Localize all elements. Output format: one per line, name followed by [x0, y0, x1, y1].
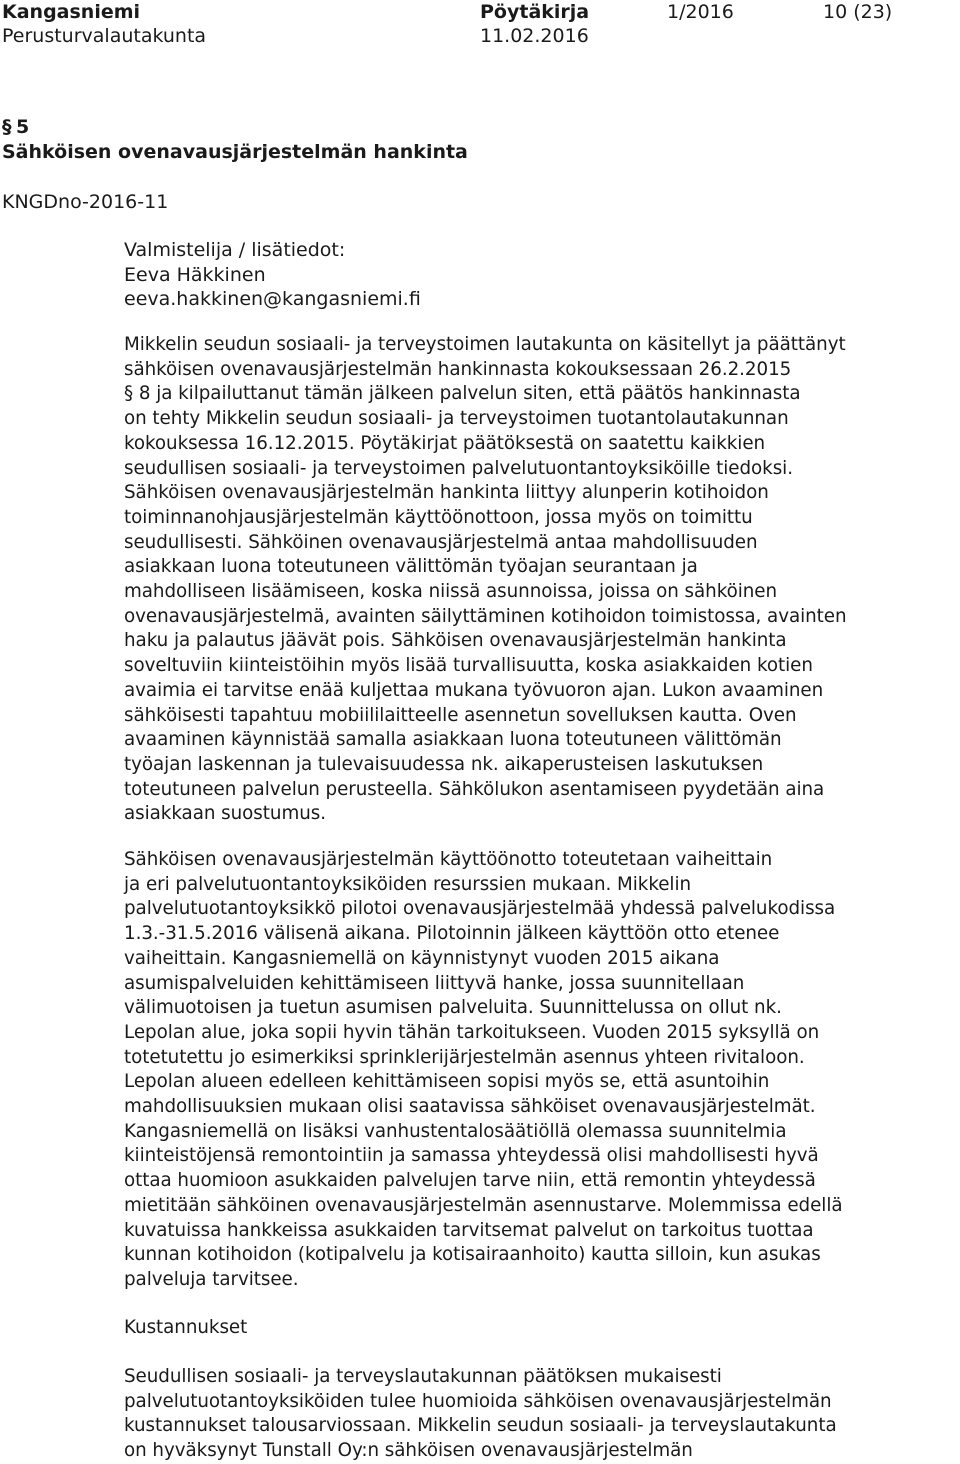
preparer-block [124, 238, 421, 312]
text-line: on hyväksynyt Tunstall Oy:n sähköisen ovenavausjärjestelmän [124, 1440, 693, 1462]
text-line: mahdolliseen lisäämiseen, koska niissä asunnoissa, joissa on sähköinen [124, 581, 778, 603]
text-line: Sähköisen ovenavausjärjestelmän käyttöönotto toteutetaan vaiheittain [124, 849, 773, 870]
section-number: 5 [16, 116, 30, 138]
text-line: kuvatuissa hankkeissa asukkaiden tarvitsemat palvelut on tarkoitus tuottaa [124, 1219, 814, 1241]
text-line: on tehty Mikkelin seudun sosiaali- ja terveystoimen tuotantolautakunnan [124, 408, 789, 430]
text-line: työajan laskennan ja tulevaisuudessa nk. aikaperusteisen laskutuksen [124, 753, 764, 775]
paragraph-implementation [124, 848, 924, 1293]
text-line: 1.3.-31.5.2016 välisenä aikana. Pilotoinnin jälkeen käyttöön otto etenee [124, 923, 780, 945]
text-line: avaimia ei tarvitse enää kuljettaa mukana työvuoron ajan. Lukon avaaminen [124, 679, 824, 701]
text-line: toteutuneen palvelun perusteella. Sähkölukon asentamiseen pyydetään aina [124, 778, 825, 800]
preparer-label: Valmistelija / lisätiedot: [124, 239, 346, 261]
record-id: KNGDno-2016-11 [2, 191, 169, 213]
preparer-name: Eeva Häkkinen [124, 263, 266, 286]
text-line: palvelutuotantoyksikkö pilotoi ovenavausjärjestelmää yhdessä palvelukodissa [124, 898, 836, 920]
section-title: Sähköisen ovenavausjärjestelmän hankinta [2, 141, 468, 163]
text-line: mietitään sähköinen ovenavausjärjestelmän asennustarve. Molemmissa edellä [124, 1194, 843, 1216]
preparer-email: eeva.hakkinen@kangasniemi.fi [124, 288, 421, 311]
text-line: sähköisesti tapahtuu mobiililaitteelle asennetun sovelluksen kautta. Oven [124, 704, 797, 726]
text-line: ovenavausjärjestelmä, avainten säilyttäminen kotihoidon toimistossa, avainten [124, 605, 847, 627]
text-line: Kangasniemellä on lisäksi vanhustentalosäätiöllä olemassa suunnitelmia [124, 1120, 787, 1142]
text-line: Seudullisen sosiaali- ja terveyslautakunnan päätöksen mukaisesti [124, 1366, 722, 1387]
text-line: soveltuviin kiinteistöihin myös lisää turvallisuutta, koska asiakkaiden kotien [124, 655, 813, 677]
page-number: 10 (23) [823, 1, 893, 23]
text-line: totetutettu jo esimerkiksi sprinklerijärjestelmän asennus yhteen rivitaloon. [124, 1046, 805, 1068]
text-line: toiminnanohjausjärjestelmän käyttöönottoon, jossa myös on toimittu [124, 506, 753, 528]
document-type: Pöytäkirja [480, 1, 590, 23]
text-line: asiakkaan suostumus. [124, 803, 326, 825]
meeting-date: 11.02.2016 [480, 25, 589, 47]
text-line: seudullisesti. Sähköinen ovenavausjärjestelmä antaa mahdollisuuden [124, 531, 758, 553]
text-line: ja eri palvelutuontantoyksiköiden resurssien mukaan. Mikkelin [124, 873, 692, 895]
text-line: vaiheittain. Kangasniemellä on käynnistynyt vuoden 2015 aikana [124, 947, 720, 969]
text-line: ottaa huomioon asukkaiden palvelujen tarve niin, että remontin yhteydessä [124, 1170, 816, 1192]
text-line: kokouksessa 16.12.2015. Pöytäkirjat päätöksestä on saatettu kaikkien [124, 432, 766, 454]
text-line: Lepolan alue, joka sopii hyvin tähän tarkoitukseen. Vuoden 2015 syksyllä on [124, 1021, 820, 1043]
text-line: kustannukset talousarviossaan. Mikkelin seudun sosiaali- ja terveyslautakunta [124, 1415, 837, 1437]
text-line: kiinteistöjensä remontointiin ja samassa yhteydessä olisi mahdollisesti hyvä [124, 1145, 819, 1167]
text-line: välimuotoisen ja tuetun asumisen palveluita. Suunnittelussa on ollut nk. [124, 997, 782, 1019]
text-line: asiakkaan luona toteutuneen välittömän työajan seurantaan ja [124, 556, 698, 578]
text-line: Lepolan alueen edelleen kehittämiseen sopisi myös se, että asuntoihin [124, 1071, 770, 1093]
text-line: sähköisen ovenavausjärjestelmän hankinnasta kokouksessaan 26.2.2015 [124, 358, 792, 380]
text-line: seudullisen sosiaali- ja terveystoimen palvelutuontantoyksiköille tiedoksi. [124, 457, 793, 479]
text-line: § 8 ja kilpailuttanut tämän jälkeen palvelun siten, että päätös hankinnasta [124, 383, 801, 405]
section-symbol: § [2, 116, 12, 138]
text-line: palvelutuotantoyksiköiden tulee huomioida sähköisen ovenavausjärjestelmän [124, 1390, 832, 1412]
paragraph-costs [124, 1365, 924, 1464]
text-line: palveluja tarvitsee. [124, 1268, 299, 1290]
text-line: avaaminen käynnistää samalla asiakkaan luona toteutuneen välittömän [124, 729, 782, 751]
text-line: asumispalveluiden kehittämiseen liittyvä hanke, jossa suunnitellaan [124, 972, 745, 994]
costs-heading: Kustannukset [124, 1317, 248, 1338]
body-name: Perusturvalautakunta [2, 25, 207, 47]
text-line: Sähköisen ovenavausjärjestelmän hankinta liittyy alunperin kotihoidon [124, 482, 769, 504]
text-line: Mikkelin seudun sosiaali- ja terveystoimen lautakunta on käsitellyt ja päättänyt [124, 334, 846, 355]
text-line: kunnan kotihoidon (kotipalvelu ja kotisairaanhoito) kautta silloin, kun asukas [124, 1244, 821, 1266]
text-line: haku ja palautus jäävät pois. Sähköisen ovenavausjärjestelmän hankinta [124, 630, 787, 652]
text-line: mahdollisuuksien mukaan olisi saatavissa sähköiset ovenavausjärjestelmät. [124, 1096, 816, 1118]
document-number: 1/2016 [667, 1, 734, 23]
page-header [0, 0, 960, 52]
municipality-name: Kangasniemi [2, 1, 141, 23]
paragraph-background [124, 333, 924, 827]
